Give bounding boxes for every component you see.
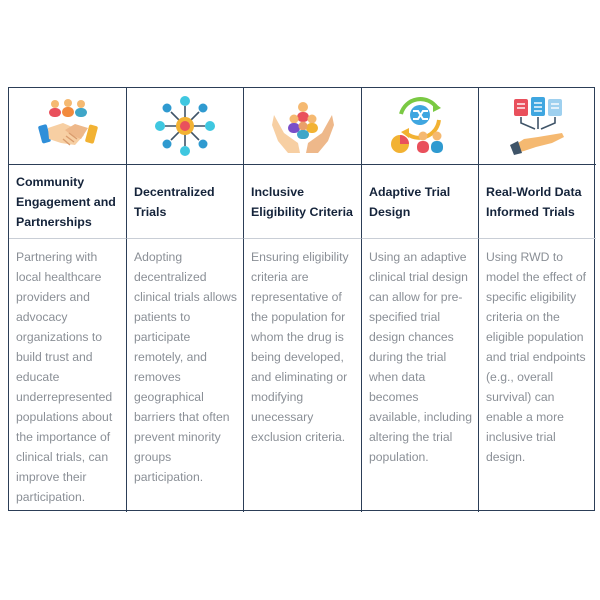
description-cell-inclusive bbox=[244, 239, 362, 512]
inclusive-hands-people-icon bbox=[270, 95, 336, 157]
column-description: Partnering with local healthcare providers and advocacy organizations to build trust and educate underrepresented populations about the importance of clinical trials, can improve their participation. bbox=[16, 250, 113, 504]
title-cell-adaptive bbox=[362, 165, 479, 239]
adaptive-shuffle-team-icon bbox=[387, 94, 453, 158]
column-title: Decentralized Trials bbox=[134, 184, 215, 219]
column-description: Adopting decentralized clinical trials allows patients to participate remotely, and removes geographical barriers that often prevent minority groups participation. bbox=[134, 250, 237, 484]
icon-cell-inclusive bbox=[244, 88, 362, 165]
strategies-table bbox=[8, 87, 595, 511]
column-title: Community Engagement and Partnerships bbox=[16, 174, 116, 229]
description-cell-community bbox=[9, 239, 127, 512]
icon-cell-decentralized bbox=[127, 88, 244, 165]
icon-cell-adaptive bbox=[362, 88, 479, 165]
title-cell-rwd bbox=[479, 165, 596, 239]
description-cell-decentralized bbox=[127, 239, 244, 512]
column-title: Adaptive Trial Design bbox=[369, 184, 451, 219]
column-description: Using RWD to model the effect of specific eligibility criteria on the eligible population and trial endpoints (e.g., overall survival) can enable a more inclusive trial design. bbox=[486, 250, 587, 464]
real-world-data-hand-icon bbox=[506, 95, 570, 157]
column-title: Inclusive Eligibility Criteria bbox=[251, 184, 353, 219]
title-cell-community bbox=[9, 165, 127, 239]
description-cell-adaptive bbox=[362, 239, 479, 512]
column-title: Real-World Data Informed Trials bbox=[486, 184, 582, 219]
handshake-community-icon bbox=[37, 95, 99, 157]
column-description: Ensuring eligibility criteria are representative of the population for whom the drug is being developed, and eliminating or modifying unecessary exclusion criteria. bbox=[251, 250, 349, 444]
description-cell-rwd bbox=[479, 239, 596, 512]
decentralized-network-icon bbox=[153, 94, 217, 158]
icon-cell-rwd bbox=[479, 88, 596, 165]
column-description: Using an adaptive clinical trial design can allow for pre-specified trial design chances during the trial when data becomes available, including altering the trial population. bbox=[369, 250, 472, 464]
title-cell-inclusive bbox=[244, 165, 362, 239]
icon-cell-community bbox=[9, 88, 127, 165]
title-cell-decentralized bbox=[127, 165, 244, 239]
